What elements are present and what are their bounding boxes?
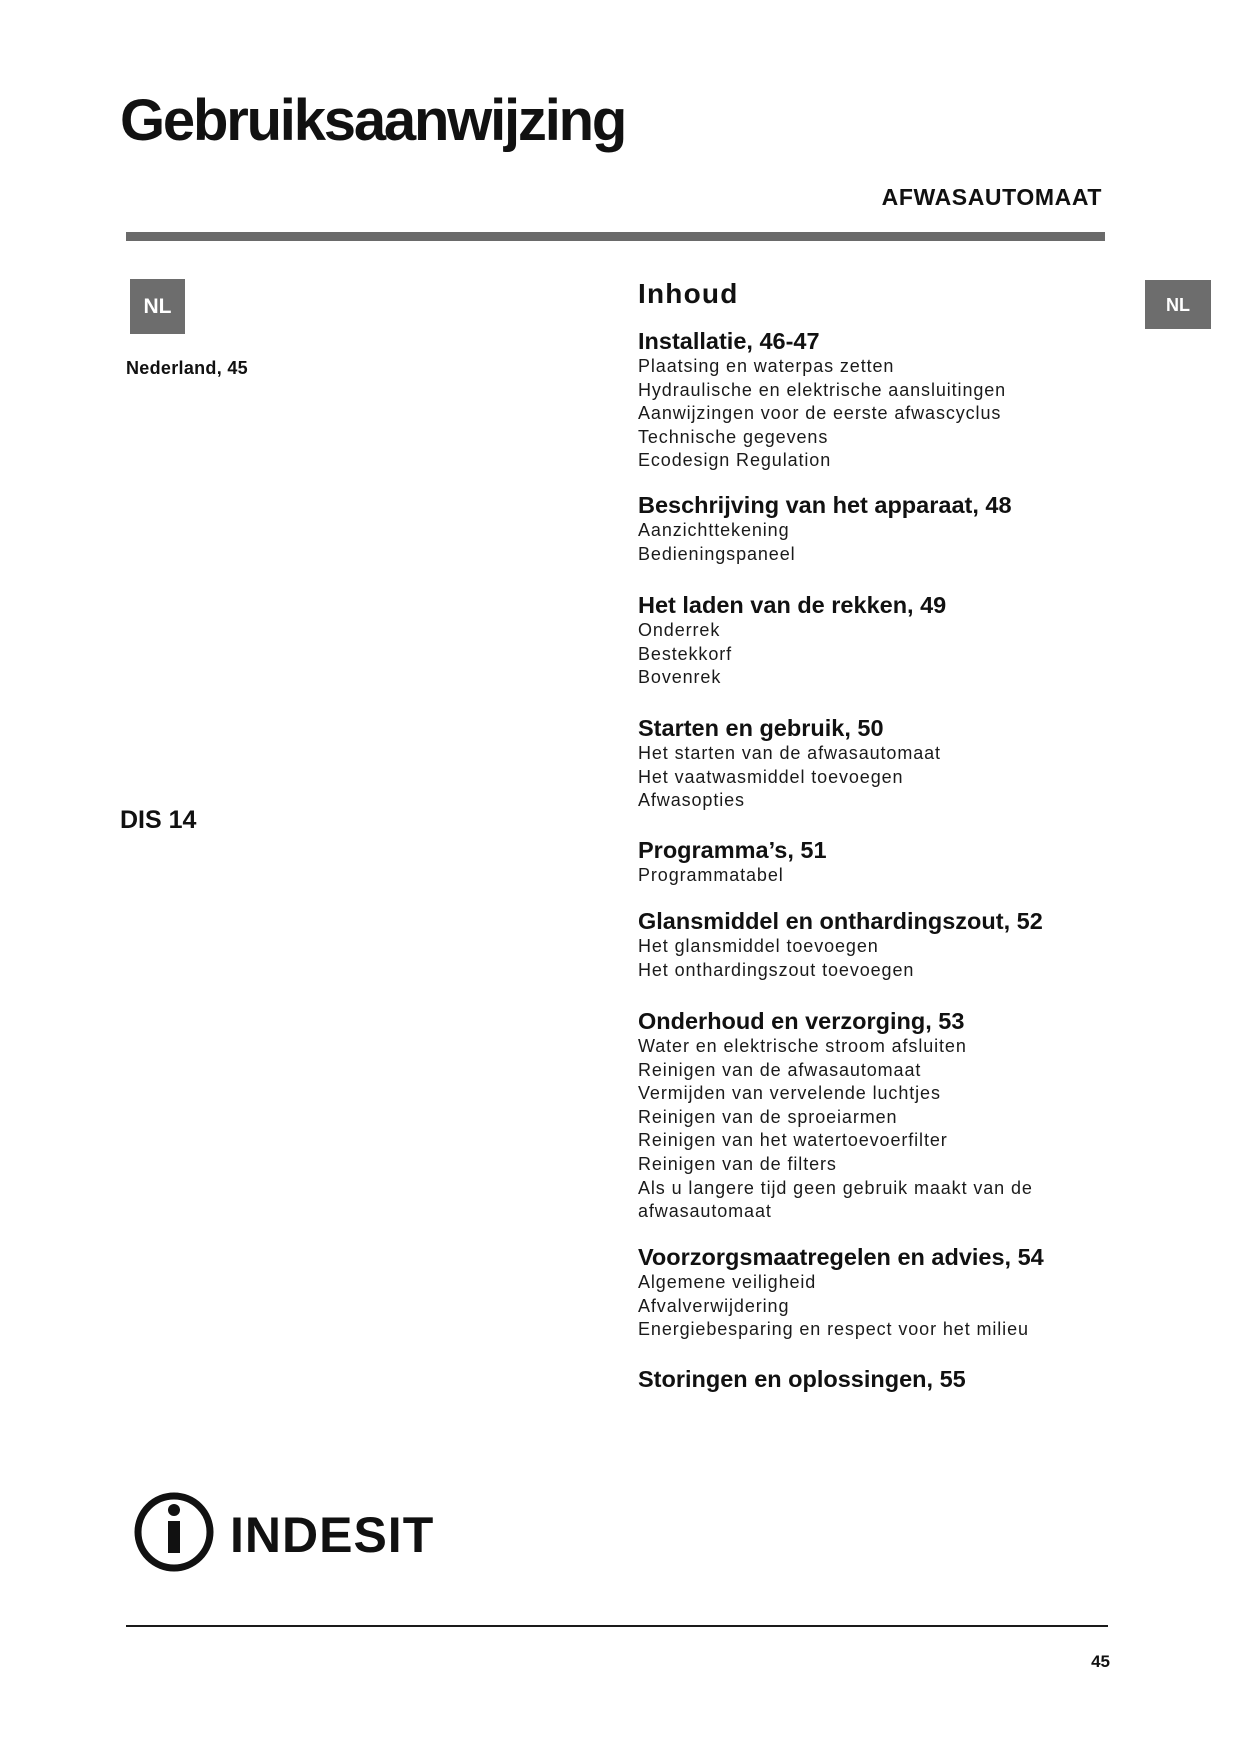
toc-item[interactable]: Onderrek xyxy=(638,620,721,640)
toc-item[interactable]: Afvalverwijdering xyxy=(638,1295,790,1316)
toc-item[interactable]: Plaatsing en waterpas zetten xyxy=(638,356,895,376)
toc-item[interactable]: Het glansmiddel toevoegen xyxy=(638,936,879,956)
toc-section-title[interactable]: Starten en gebruik, 50 xyxy=(638,715,884,741)
logo-i-dot xyxy=(168,1504,180,1516)
toc-section xyxy=(638,837,1108,888)
toc-item[interactable]: Water en elektrische stroom afsluiten xyxy=(638,1036,967,1056)
toc-item[interactable]: Reinigen van de sproeiarmen xyxy=(638,1106,898,1127)
toc-item[interactable]: Bovenrek xyxy=(638,667,722,688)
toc-section xyxy=(638,592,1108,690)
toc-item[interactable]: Het starten van de afwasautomaat xyxy=(638,743,941,763)
toc-section-title[interactable]: Storingen en oplossingen, 55 xyxy=(638,1366,966,1392)
toc-section xyxy=(638,1008,1108,1224)
toc-section xyxy=(638,1244,1108,1342)
language-link[interactable]: Nederland, 45 xyxy=(126,358,248,378)
toc-section-title[interactable]: Programma’s, 51 xyxy=(638,837,827,863)
toc-item[interactable]: Als u langere tijd geen gebruik maakt van de afwasautomaat xyxy=(638,1177,1033,1222)
indesit-logo xyxy=(132,1490,482,1575)
contents-heading: Inhoud xyxy=(638,278,739,309)
toc-section xyxy=(638,715,1108,813)
language-badge: NL xyxy=(130,279,185,334)
toc-item[interactable]: Algemene veiligheid xyxy=(638,1272,817,1292)
toc-item[interactable]: Programmatabel xyxy=(638,865,784,885)
language-side-tab: NL xyxy=(1145,280,1211,329)
toc-section xyxy=(638,1366,1108,1393)
toc-section-title[interactable]: Glansmiddel en onthardingszout, 52 xyxy=(638,908,1043,934)
model-name: DIS 14 xyxy=(120,806,197,834)
logo-wordmark: INDESIT xyxy=(230,1507,435,1563)
toc-item[interactable]: Energiebesparing en respect voor het milieu xyxy=(638,1319,1029,1340)
toc-section xyxy=(638,492,1108,566)
toc-item[interactable]: Technische gegevens xyxy=(638,426,829,447)
product-type: AFWASAUTOMAAT xyxy=(881,184,1102,210)
toc-item[interactable]: Aanwijzingen voor de eerste afwascyclus xyxy=(638,403,1002,424)
toc-section-title[interactable]: Voorzorgsmaatregelen en advies, 54 xyxy=(638,1244,1044,1270)
toc-item[interactable]: Bestekkorf xyxy=(638,643,733,664)
toc-item[interactable]: Hydraulische en elektrische aansluitingen xyxy=(638,379,1007,400)
document-title: Gebruiksaanwijzing xyxy=(120,88,626,153)
toc-section-title[interactable]: Het laden van de rekken, 49 xyxy=(638,592,947,618)
toc-item[interactable]: Bedieningspaneel xyxy=(638,543,796,564)
toc-section-title[interactable]: Beschrijving van het apparaat, 48 xyxy=(638,492,1012,518)
toc-section-title[interactable]: Onderhoud en verzorging, 53 xyxy=(638,1008,965,1034)
toc-item[interactable]: Vermijden van vervelende luchtjes xyxy=(638,1083,941,1104)
toc-item[interactable]: Reinigen van de filters xyxy=(638,1153,837,1174)
footer-divider xyxy=(126,1625,1108,1627)
toc-section xyxy=(638,908,1108,982)
toc-item[interactable]: Reinigen van het watertoevoerfilter xyxy=(638,1130,948,1151)
toc-item[interactable]: Ecodesign Regulation xyxy=(638,450,832,471)
toc-section-title[interactable]: Installatie, 46-47 xyxy=(638,328,820,354)
logo-i-stem xyxy=(168,1521,180,1553)
toc-item[interactable]: Aanzichttekening xyxy=(638,520,790,540)
toc-section xyxy=(638,328,1108,473)
toc-item[interactable]: Het onthardingszout toevoegen xyxy=(638,959,915,980)
header-divider xyxy=(126,232,1105,241)
toc-item[interactable]: Het vaatwasmiddel toevoegen xyxy=(638,766,904,787)
toc-item[interactable]: Reinigen van de afwasautomaat xyxy=(638,1059,922,1080)
toc-item[interactable]: Afwasopties xyxy=(638,790,745,811)
page-number: 45 xyxy=(1091,1652,1110,1671)
